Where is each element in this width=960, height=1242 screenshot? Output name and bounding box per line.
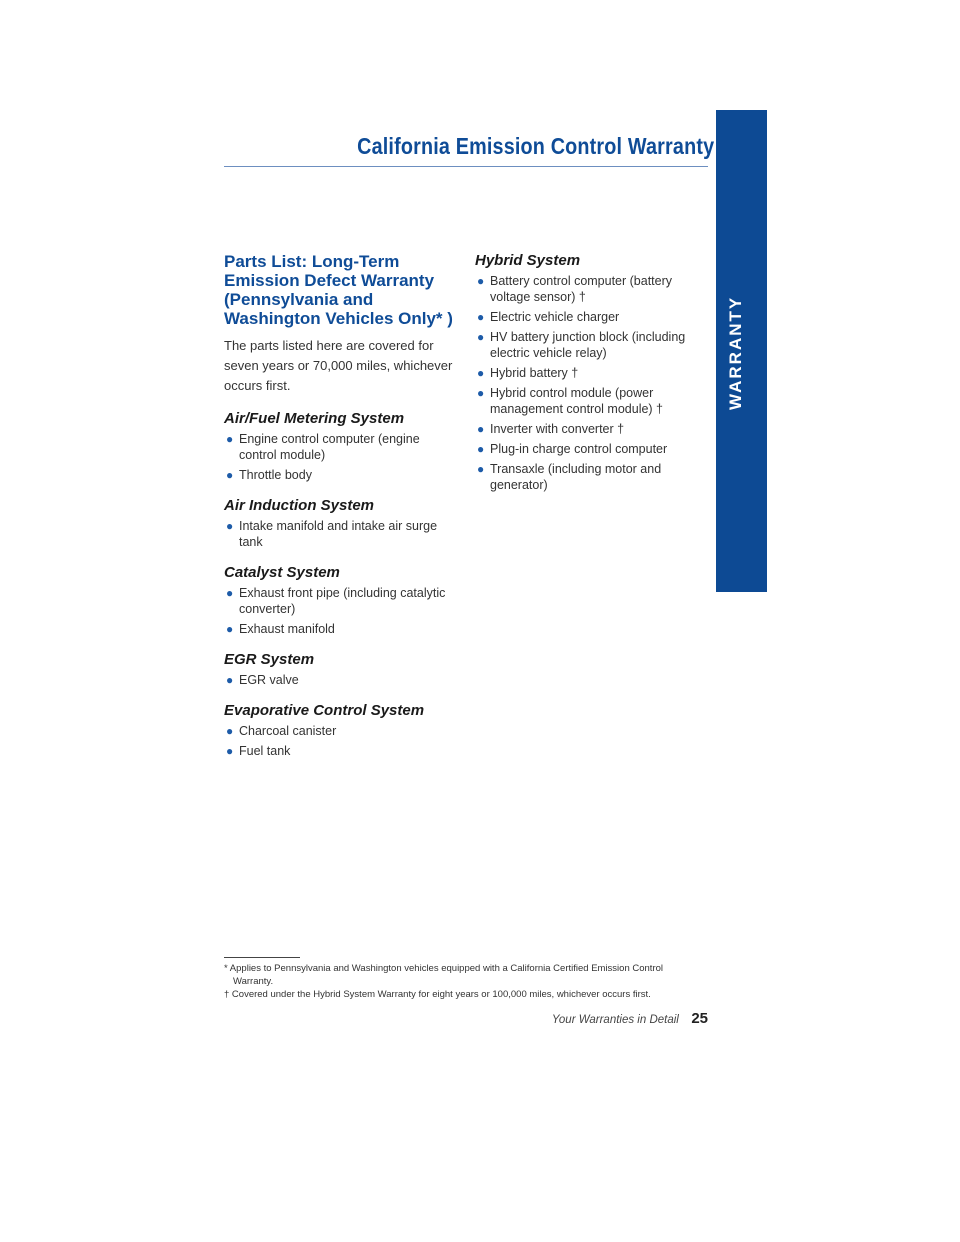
section-catalyst [224,564,460,637]
bullet-icon: ● [226,724,234,738]
parts-list [224,585,460,637]
parts-list [224,672,460,688]
section-egr [224,651,460,688]
footnote: † Covered under the Hybrid System Warranty for eight years or 100,000 miles, whichever occurs first. [224,989,651,1000]
section-heading: Parts List: Long-Term Emission Defect Warranty (Pennsylvania and Washington Vehicles Only* ) [224,252,453,328]
list-item: ● Exhaust front pipe (including catalytic converter) [226,586,446,616]
bullet-icon: ● [226,744,234,758]
page-title: California Emission Control Warranty [357,133,715,159]
bullet-icon: ● [477,330,485,344]
bullet-icon: ● [226,468,234,482]
parts-list [224,431,460,483]
parts-list [224,518,460,550]
bullet-icon: ● [226,432,234,446]
subheading: EGR System [224,651,315,668]
intro-text: The parts listed here are covered for seven years or 70,000 miles, whichever occurs first. [224,338,453,393]
list-item: ● Exhaust manifold [226,622,335,636]
subheading: Air/Fuel Metering System [224,410,405,427]
title-divider [224,166,708,167]
bullet-icon: ● [477,442,485,456]
list-item: ● EGR valve [226,673,299,687]
list-item: ● Battery control computer (battery voltage sensor) † [477,274,673,304]
subheading: Catalyst System [224,564,340,581]
parts-list [224,723,460,759]
list-item: ● Fuel tank [226,744,291,758]
list-item: ● Inverter with converter † [477,422,625,436]
right-column [475,252,705,497]
footnotes [224,962,704,1001]
page-footer [450,1010,708,1028]
section-air-fuel-metering [224,410,460,483]
left-column [224,252,460,763]
page-number: 25 [691,1010,708,1027]
bullet-icon: ● [226,622,234,636]
list-item: ● Plug-in charge control computer [477,442,668,456]
bullet-icon: ● [226,673,234,687]
list-item: ● HV battery junction block (including electric vehicle relay) [477,330,686,360]
footnote-divider [224,957,300,958]
subheading: Air Induction System [224,497,375,514]
parts-list [475,273,705,493]
bullet-icon: ● [477,274,485,288]
list-item: ● Engine control computer (engine control module) [226,432,420,462]
bullet-icon: ● [226,519,234,533]
bullet-icon: ● [477,422,485,436]
list-item: ● Transaxle (including motor and generator) [477,462,662,492]
subheading: Hybrid System [475,252,581,269]
side-tab-label: WARRANTY [726,295,745,410]
list-item: ● Hybrid battery † [477,366,579,380]
section-air-induction [224,497,460,550]
list-item: ● Charcoal canister [226,724,337,738]
bullet-icon: ● [477,366,485,380]
list-item: ● Hybrid control module (power management control module) † [477,386,664,416]
list-item: ● Intake manifold and intake air surge tank [226,519,438,549]
section-evaporative-control [224,702,460,759]
bullet-icon: ● [477,310,485,324]
bullet-icon: ● [226,586,234,600]
bullet-icon: ● [477,462,485,476]
bullet-icon: ● [477,386,485,400]
footnote: * Applies to Pennsylvania and Washington vehicles equipped with a California Certified Emission Control Warranty. [224,963,663,987]
footer-label: Your Warranties in Detail [551,1014,679,1026]
list-item: ● Electric vehicle charger [477,310,620,324]
section-hybrid-system [475,252,705,493]
list-item: ● Throttle body [226,468,312,482]
subheading: Evaporative Control System [224,702,425,719]
